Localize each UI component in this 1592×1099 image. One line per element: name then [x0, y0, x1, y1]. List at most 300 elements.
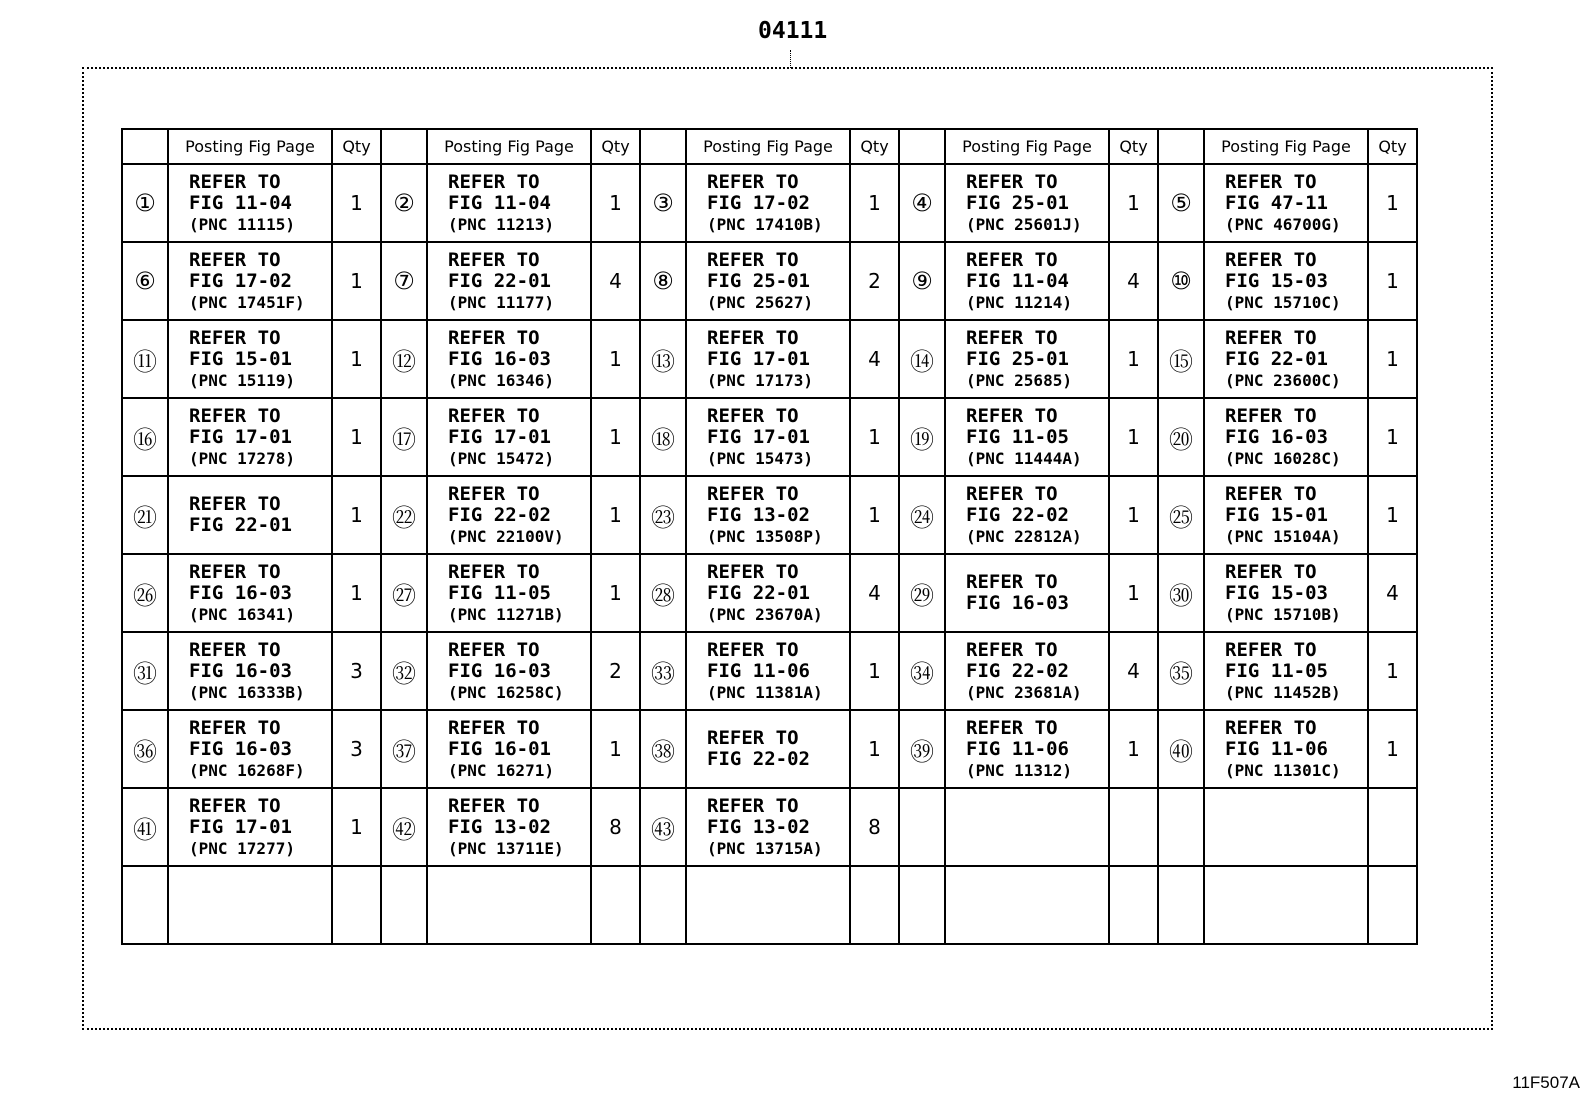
header-number-cell [381, 129, 427, 164]
table-row [122, 554, 1417, 632]
item-number: ⑥ [122, 242, 168, 320]
table-row [122, 164, 1417, 242]
table-header-row [122, 129, 1417, 164]
quantity: 1 [1368, 398, 1417, 476]
refer-to-text: REFER TO [707, 248, 799, 271]
reference-cell [1204, 866, 1368, 944]
reference-cell [168, 242, 332, 320]
reference-cell [686, 554, 850, 632]
item-number: ㉞ [899, 632, 945, 710]
quantity: 1 [1368, 164, 1417, 242]
refer-to-text: REFER TO [448, 170, 540, 193]
pnc-reference: (PNC 17410B) [707, 214, 823, 234]
reference-cell [1204, 476, 1368, 554]
quantity: 8 [591, 788, 640, 866]
item-number: ③ [640, 164, 686, 242]
reference-cell [945, 554, 1109, 632]
pnc-reference: (PNC 16341) [189, 604, 295, 624]
refer-to-text: REFER TO [189, 326, 281, 349]
fig-reference: FIG 17-02 [707, 191, 810, 214]
item-number: ㊱ [122, 710, 168, 788]
header-qty: Qty [332, 129, 381, 164]
fig-reference: FIG 25-01 [707, 269, 810, 292]
item-number [1158, 866, 1204, 944]
quantity: 1 [591, 554, 640, 632]
reference-cell [945, 866, 1109, 944]
fig-reference: FIG 15-03 [1225, 581, 1328, 604]
refer-to-text: REFER TO [1225, 560, 1317, 583]
fig-reference: FIG 22-01 [189, 514, 292, 536]
quantity [1109, 866, 1158, 944]
header-posting-fig-page: Posting Fig Page [427, 129, 591, 164]
pnc-reference: (PNC 11381A) [707, 682, 823, 702]
fig-reference: FIG 17-01 [707, 425, 810, 448]
reference-table [121, 128, 1418, 945]
fig-reference: FIG 16-03 [189, 737, 292, 760]
item-number: ㉔ [899, 476, 945, 554]
pnc-reference: (PNC 23600C) [1225, 370, 1341, 390]
item-number: ⑦ [381, 242, 427, 320]
item-number: ② [381, 164, 427, 242]
pnc-reference: (PNC 17451F) [189, 292, 305, 312]
item-number: ㊵ [1158, 710, 1204, 788]
quantity: 1 [591, 164, 640, 242]
figure-code: 11F507A [1512, 1073, 1580, 1092]
fig-reference: FIG 22-01 [1225, 347, 1328, 370]
pnc-reference: (PNC 16258C) [448, 682, 564, 702]
fig-reference: FIG 17-01 [448, 425, 551, 448]
fig-reference: FIG 25-01 [966, 191, 1069, 214]
pnc-reference: (PNC 17277) [189, 838, 295, 858]
quantity: 1 [332, 788, 381, 866]
pnc-reference: (PNC 22812A) [966, 526, 1082, 546]
item-number: ④ [899, 164, 945, 242]
refer-to-text: REFER TO [189, 716, 281, 739]
quantity: 3 [332, 632, 381, 710]
fig-reference: FIG 22-01 [707, 581, 810, 604]
reference-cell [168, 788, 332, 866]
item-number: ⑰ [381, 398, 427, 476]
quantity: 1 [1109, 554, 1158, 632]
reference-cell [168, 710, 332, 788]
quantity: 1 [332, 398, 381, 476]
refer-to-text: REFER TO [1225, 482, 1317, 505]
refer-to-text: REFER TO [1225, 170, 1317, 193]
reference-cell [1204, 788, 1368, 866]
table-row [122, 320, 1417, 398]
reference-cell [168, 632, 332, 710]
quantity [591, 866, 640, 944]
quantity: 1 [1368, 710, 1417, 788]
reference-cell [427, 866, 591, 944]
quantity: 1 [332, 242, 381, 320]
reference-cell [427, 788, 591, 866]
refer-to-text: REFER TO [707, 170, 799, 193]
item-number: ㉙ [899, 554, 945, 632]
item-number: ㉜ [381, 632, 427, 710]
pnc-reference: (PNC 11301C) [1225, 760, 1341, 780]
refer-to-text: REFER TO [707, 326, 799, 349]
fig-reference: FIG 16-03 [189, 581, 292, 604]
refer-to-text: REFER TO [189, 493, 281, 515]
refer-to-text: REFER TO [448, 326, 540, 349]
fig-reference: FIG 25-01 [966, 347, 1069, 370]
fig-reference: FIG 15-01 [189, 347, 292, 370]
reference-cell [168, 164, 332, 242]
item-number: ㉟ [1158, 632, 1204, 710]
pnc-reference: (PNC 15119) [189, 370, 295, 390]
refer-to-text: REFER TO [966, 326, 1058, 349]
quantity: 1 [591, 320, 640, 398]
reference-cell [686, 242, 850, 320]
refer-to-text: REFER TO [448, 404, 540, 427]
fig-reference: FIG 11-05 [1225, 659, 1328, 682]
header-posting-fig-page: Posting Fig Page [686, 129, 850, 164]
fig-reference: FIG 17-02 [189, 269, 292, 292]
item-number: ⑤ [1158, 164, 1204, 242]
reference-cell [427, 554, 591, 632]
quantity [1109, 788, 1158, 866]
refer-to-text: REFER TO [448, 638, 540, 661]
item-number: ⑲ [899, 398, 945, 476]
item-number: ㊷ [381, 788, 427, 866]
header-posting-fig-page: Posting Fig Page [945, 129, 1109, 164]
item-number: ⑪ [122, 320, 168, 398]
fig-reference: FIG 13-02 [707, 815, 810, 838]
pnc-reference: (PNC 16271) [448, 760, 554, 780]
reference-cell [945, 788, 1109, 866]
refer-to-text: REFER TO [189, 248, 281, 271]
quantity: 1 [850, 632, 899, 710]
fig-reference: FIG 11-04 [966, 269, 1069, 292]
pnc-reference: (PNC 16333B) [189, 682, 305, 702]
header-qty: Qty [1368, 129, 1417, 164]
fig-reference: FIG 11-06 [966, 737, 1069, 760]
item-number: ⑭ [899, 320, 945, 398]
reference-cell [686, 866, 850, 944]
quantity: 1 [1109, 164, 1158, 242]
reference-cell [168, 476, 332, 554]
refer-to-text: REFER TO [707, 482, 799, 505]
refer-to-text: REFER TO [707, 638, 799, 661]
refer-to-text: REFER TO [966, 638, 1058, 661]
reference-cell [945, 164, 1109, 242]
item-number: ⑱ [640, 398, 686, 476]
quantity: 1 [1368, 320, 1417, 398]
pnc-reference: (PNC 17278) [189, 448, 295, 468]
table-row [122, 398, 1417, 476]
fig-reference: FIG 11-06 [707, 659, 810, 682]
item-number: ㊴ [899, 710, 945, 788]
fig-reference: FIG 17-01 [189, 425, 292, 448]
header-number-cell [640, 129, 686, 164]
quantity: 1 [1109, 398, 1158, 476]
reference-cell [686, 788, 850, 866]
fig-reference: FIG 13-02 [448, 815, 551, 838]
refer-to-text: REFER TO [966, 571, 1058, 593]
reference-cell [945, 242, 1109, 320]
refer-to-text: REFER TO [448, 560, 540, 583]
quantity: 1 [332, 476, 381, 554]
fig-reference: FIG 16-01 [448, 737, 551, 760]
item-number [899, 866, 945, 944]
fig-reference: FIG 16-03 [966, 592, 1069, 614]
reference-cell [945, 710, 1109, 788]
item-number: ① [122, 164, 168, 242]
reference-cell [427, 398, 591, 476]
pnc-reference: (PNC 23681A) [966, 682, 1082, 702]
quantity: 1 [332, 554, 381, 632]
fig-reference: FIG 15-03 [1225, 269, 1328, 292]
fig-reference: FIG 22-02 [966, 659, 1069, 682]
refer-to-text: REFER TO [189, 638, 281, 661]
header-number-cell [1158, 129, 1204, 164]
pnc-reference: (PNC 17173) [707, 370, 813, 390]
quantity: 2 [591, 632, 640, 710]
fig-reference: FIG 15-01 [1225, 503, 1328, 526]
pnc-reference: (PNC 11115) [189, 214, 295, 234]
reference-cell [1204, 164, 1368, 242]
fig-reference: FIG 16-03 [448, 659, 551, 682]
refer-to-text: REFER TO [1225, 638, 1317, 661]
quantity: 1 [1368, 242, 1417, 320]
table-row [122, 866, 1417, 944]
pnc-reference: (PNC 15104A) [1225, 526, 1341, 546]
item-number [899, 788, 945, 866]
reference-cell [1204, 710, 1368, 788]
reference-cell [686, 398, 850, 476]
reference-cell [1204, 632, 1368, 710]
pnc-reference: (PNC 11312) [966, 760, 1072, 780]
fig-reference: FIG 13-02 [707, 503, 810, 526]
fig-reference: FIG 22-02 [707, 748, 810, 770]
table-row [122, 632, 1417, 710]
pnc-reference: (PNC 11452B) [1225, 682, 1341, 702]
item-number: ㉒ [381, 476, 427, 554]
item-number: ㊳ [640, 710, 686, 788]
pnc-reference: (PNC 11213) [448, 214, 554, 234]
leader-line [790, 50, 791, 68]
fig-reference: FIG 16-03 [189, 659, 292, 682]
quantity: 4 [850, 554, 899, 632]
quantity: 4 [591, 242, 640, 320]
refer-to-text: REFER TO [966, 482, 1058, 505]
item-number [640, 866, 686, 944]
refer-to-text: REFER TO [1225, 326, 1317, 349]
item-number: ⑧ [640, 242, 686, 320]
quantity: 4 [850, 320, 899, 398]
refer-to-text: REFER TO [966, 170, 1058, 193]
item-number: ㉗ [381, 554, 427, 632]
reference-cell [427, 476, 591, 554]
quantity: 4 [1109, 632, 1158, 710]
quantity: 4 [1109, 242, 1158, 320]
refer-to-text: REFER TO [448, 482, 540, 505]
quantity: 1 [591, 476, 640, 554]
refer-to-text: REFER TO [707, 727, 799, 749]
item-number: ㉖ [122, 554, 168, 632]
quantity [1368, 866, 1417, 944]
refer-to-text: REFER TO [966, 716, 1058, 739]
fig-reference: FIG 11-05 [448, 581, 551, 604]
pnc-reference: (PNC 11214) [966, 292, 1072, 312]
quantity: 1 [591, 710, 640, 788]
header-qty: Qty [591, 129, 640, 164]
quantity: 2 [850, 242, 899, 320]
refer-to-text: REFER TO [707, 794, 799, 817]
pnc-reference: (PNC 13715A) [707, 838, 823, 858]
item-number: ⑨ [899, 242, 945, 320]
fig-reference: FIG 47-11 [1225, 191, 1328, 214]
pnc-reference: (PNC 11177) [448, 292, 554, 312]
quantity: 1 [1368, 476, 1417, 554]
fig-reference: FIG 17-01 [707, 347, 810, 370]
pnc-reference: (PNC 13508P) [707, 526, 823, 546]
fig-reference: FIG 11-04 [189, 191, 292, 214]
reference-cell [1204, 398, 1368, 476]
fig-reference: FIG 11-06 [1225, 737, 1328, 760]
item-number [381, 866, 427, 944]
fig-reference: FIG 17-01 [189, 815, 292, 838]
quantity: 1 [1368, 632, 1417, 710]
table-row [122, 476, 1417, 554]
pnc-reference: (PNC 22100V) [448, 526, 564, 546]
pnc-reference: (PNC 46700G) [1225, 214, 1341, 234]
quantity [332, 866, 381, 944]
refer-to-text: REFER TO [448, 248, 540, 271]
refer-to-text: REFER TO [189, 794, 281, 817]
pnc-reference: (PNC 16028C) [1225, 448, 1341, 468]
refer-to-text: REFER TO [448, 794, 540, 817]
reference-cell [945, 320, 1109, 398]
fig-reference: FIG 16-03 [1225, 425, 1328, 448]
reference-cell [686, 476, 850, 554]
item-number [1158, 788, 1204, 866]
reference-cell [427, 710, 591, 788]
pnc-reference: (PNC 16268F) [189, 760, 305, 780]
pnc-reference: (PNC 11444A) [966, 448, 1082, 468]
pnc-reference: (PNC 16346) [448, 370, 554, 390]
item-number: ㊸ [640, 788, 686, 866]
pnc-reference: (PNC 25685) [966, 370, 1072, 390]
fig-reference: FIG 16-03 [448, 347, 551, 370]
pnc-reference: (PNC 11271B) [448, 604, 564, 624]
refer-to-text: REFER TO [1225, 404, 1317, 427]
pnc-reference: (PNC 15473) [707, 448, 813, 468]
header-qty: Qty [850, 129, 899, 164]
reference-cell [945, 476, 1109, 554]
item-number: ⑳ [1158, 398, 1204, 476]
reference-cell [168, 554, 332, 632]
header-posting-fig-page: Posting Fig Page [168, 129, 332, 164]
refer-to-text: REFER TO [707, 560, 799, 583]
item-number: ㉕ [1158, 476, 1204, 554]
refer-to-text: REFER TO [707, 404, 799, 427]
fig-reference: FIG 22-01 [448, 269, 551, 292]
reference-cell [1204, 320, 1368, 398]
reference-cell [168, 320, 332, 398]
quantity: 1 [850, 476, 899, 554]
quantity: 1 [1109, 710, 1158, 788]
item-number: ㊲ [381, 710, 427, 788]
quantity: 3 [332, 710, 381, 788]
pnc-reference: (PNC 15710C) [1225, 292, 1341, 312]
reference-cell [1204, 242, 1368, 320]
table-row [122, 710, 1417, 788]
refer-to-text: REFER TO [1225, 248, 1317, 271]
quantity: 8 [850, 788, 899, 866]
item-number: ⑫ [381, 320, 427, 398]
refer-to-text: REFER TO [966, 248, 1058, 271]
item-number: ⑯ [122, 398, 168, 476]
header-number-cell [122, 129, 168, 164]
pnc-reference: (PNC 15710B) [1225, 604, 1341, 624]
item-number: ㊶ [122, 788, 168, 866]
pnc-reference: (PNC 13711E) [448, 838, 564, 858]
refer-to-text: REFER TO [1225, 716, 1317, 739]
quantity: 1 [332, 320, 381, 398]
item-number [122, 866, 168, 944]
quantity [850, 866, 899, 944]
quantity: 1 [850, 398, 899, 476]
refer-to-text: REFER TO [189, 404, 281, 427]
refer-to-text: REFER TO [189, 560, 281, 583]
reference-cell [427, 164, 591, 242]
fig-reference: FIG 11-04 [448, 191, 551, 214]
header-qty: Qty [1109, 129, 1158, 164]
refer-to-text: REFER TO [189, 170, 281, 193]
quantity: 1 [850, 710, 899, 788]
pnc-reference: (PNC 15472) [448, 448, 554, 468]
item-number: ㉛ [122, 632, 168, 710]
fig-reference: FIG 11-05 [966, 425, 1069, 448]
table-row [122, 242, 1417, 320]
fig-reference: FIG 22-02 [448, 503, 551, 526]
quantity: 1 [591, 398, 640, 476]
reference-cell [427, 320, 591, 398]
reference-cell [945, 632, 1109, 710]
reference-cell [427, 242, 591, 320]
header-posting-fig-page: Posting Fig Page [1204, 129, 1368, 164]
quantity [1368, 788, 1417, 866]
item-number: ⑮ [1158, 320, 1204, 398]
item-number: ㉚ [1158, 554, 1204, 632]
pnc-reference: (PNC 25627) [707, 292, 813, 312]
quantity: 1 [1109, 320, 1158, 398]
item-number: ㉘ [640, 554, 686, 632]
reference-cell [686, 710, 850, 788]
quantity: 1 [850, 164, 899, 242]
reference-cell [168, 866, 332, 944]
fig-reference: FIG 22-02 [966, 503, 1069, 526]
item-number: ㉓ [640, 476, 686, 554]
header-number-cell [899, 129, 945, 164]
diagram-code-label: 04111 [758, 18, 828, 44]
quantity: 4 [1368, 554, 1417, 632]
quantity: 1 [332, 164, 381, 242]
reference-cell [686, 632, 850, 710]
reference-cell [1204, 554, 1368, 632]
item-number: ㉝ [640, 632, 686, 710]
reference-cell [945, 398, 1109, 476]
refer-to-text: REFER TO [448, 716, 540, 739]
pnc-reference: (PNC 25601J) [966, 214, 1082, 234]
item-number: ㉑ [122, 476, 168, 554]
refer-to-text: REFER TO [966, 404, 1058, 427]
reference-cell [686, 320, 850, 398]
reference-cell [686, 164, 850, 242]
reference-cell [168, 398, 332, 476]
